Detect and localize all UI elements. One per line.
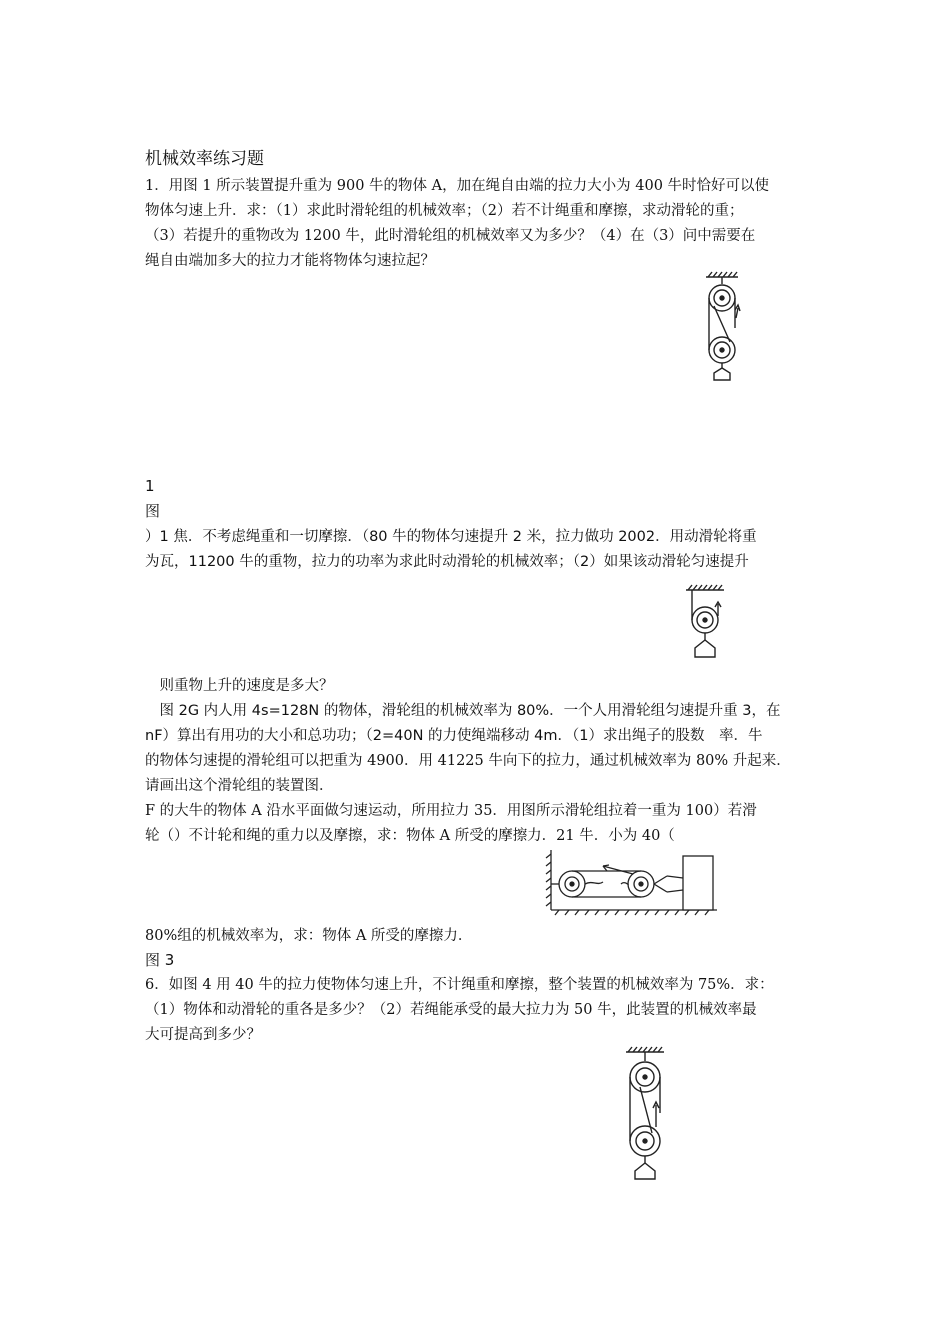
question-1-line-2: 物体匀速上升．求：（1）求此时滑轮组的机械效率；（2）若不计绳重和摩擦，求动滑轮的重； bbox=[145, 203, 744, 219]
question-3-line-2: 图 2G 内人用 4s=128N 的物体，滑轮组的机械效率为 80%．一个人用滑轮组匀速提升重 3，在 bbox=[145, 703, 781, 719]
figure-3-label: 图 3 bbox=[145, 951, 175, 969]
question-4-line-1: 80%组的机械效率为，求：物体 A 所受的摩擦力． bbox=[145, 928, 473, 944]
question-2-line-2: 为瓦，11200 牛的重物，拉力的功率为求此时动滑轮的机械效率；（2）如果该动滑轮匀速提升 bbox=[145, 554, 749, 570]
horizontal-pulley-figure-3 bbox=[545, 846, 721, 916]
question-3-line-6: F 的大牛的物体 A 沿水平面做匀速运动，所用拉力 35．用图所示滑轮组拉着一重为 100）若滑 bbox=[145, 803, 757, 819]
question-6-line-2: （1）物体和动滑轮的重各是多少？（2）若绳能承受的最大拉力为 50 牛，此装置的机械效率最 bbox=[145, 1002, 757, 1018]
question-3-line-7: 轮（）不计轮和绳的重力以及摩擦，求：物体 A 所受的摩擦力．21 牛．小为 40（ bbox=[145, 828, 675, 844]
question-1-line-3: （3）若提升的重物改为 1200 牛，此时滑轮组的机械效率又为多少？（4）在（3）问中需要在 bbox=[145, 228, 756, 244]
question-3-line-3: nF）算出有用功的大小和总功功；（2=40N 的力使绳端移动 4m．（1）求出绳子的股数 率．牛 bbox=[145, 728, 763, 744]
movable-pulley-figure-2 bbox=[682, 584, 728, 660]
figure-1-number: 1 bbox=[145, 477, 155, 495]
question-3-line-5: 请画出这个滑轮组的装置图． bbox=[145, 778, 334, 794]
question-6-line-3: 大可提高到多少？ bbox=[145, 1027, 261, 1043]
question-2-line-1: ）1 焦．不考虑绳重和一切摩擦．（80 牛的物体匀速提升 2 米，拉力做功 2002．用动滑轮将重 bbox=[145, 529, 757, 545]
question-3-line-4: 的物体匀速提的滑轮组可以把重为 4900．用 41225 牛向下的拉力，通过机械效率为 80% 升起来． bbox=[145, 753, 791, 769]
question-6-line-1: 6．如图 4 用 40 牛的拉力使物体匀速上升，不计绳重和摩擦，整个装置的机械效率为 75%．求： bbox=[145, 977, 774, 993]
question-1-line-4: 绳自由端加多大的拉力才能将物体匀速拉起？ bbox=[145, 253, 435, 269]
question-1-line-1: 1．用图 1 所示装置提升重为 900 牛的物体 A，加在绳自由端的拉力大小为 400 牛时恰好可以使 bbox=[145, 178, 770, 194]
figure-1-label: 图 bbox=[145, 502, 161, 520]
page-title: 机械效率练习题 bbox=[145, 149, 264, 169]
pulley-block-figure-1 bbox=[700, 270, 746, 382]
pulley-block-figure-4 bbox=[620, 1045, 672, 1181]
question-3-line-1: 则重物上升的速度是多大？ bbox=[145, 678, 334, 694]
